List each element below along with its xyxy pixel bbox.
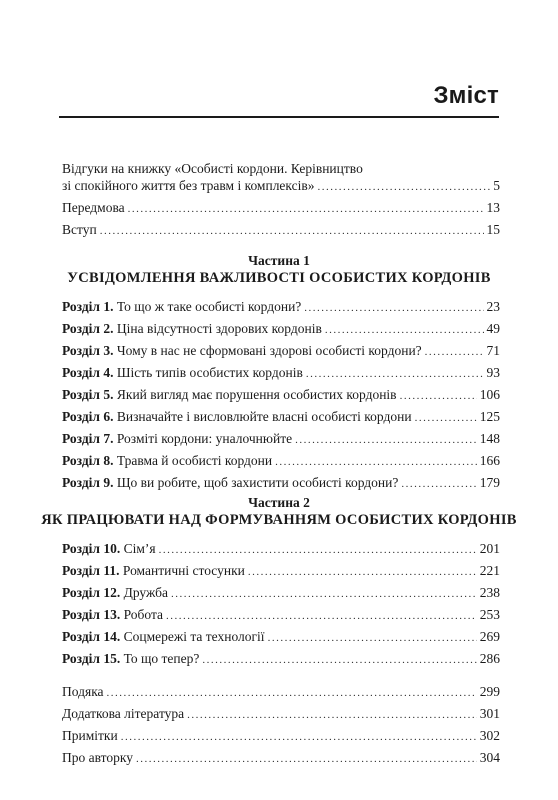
- dot-leader: [202, 652, 476, 669]
- chapter-number: Розділ 15.: [62, 651, 121, 666]
- toc-entry-about-author[interactable]: [62, 749, 500, 768]
- dot-leader: [268, 630, 477, 647]
- dot-leader: [107, 685, 477, 702]
- toc-entry-further-reading[interactable]: [62, 705, 500, 724]
- toc-page-number: 179: [479, 475, 500, 490]
- toc-entry-chapter-5[interactable]: [62, 386, 500, 405]
- toc-entry-label: Подяка: [62, 684, 104, 699]
- chapter-number: Розділ 9.: [62, 475, 114, 490]
- toc-page-number: 148: [479, 431, 500, 446]
- toc-entry-chapter-14[interactable]: [62, 628, 500, 647]
- chapter-title: Шість типів особистих кордонів: [116, 365, 303, 380]
- chapter-title: Ціна відсутності здорових кордонів: [116, 321, 322, 336]
- toc-entry-chapter-13[interactable]: [62, 606, 500, 625]
- chapter-title: Визначайте і висловлюйте власні особисті кордони: [116, 409, 412, 424]
- chapter-title: Травма й особисті кордони: [116, 453, 273, 468]
- dot-leader: [425, 344, 484, 361]
- toc-entry-label: Вступ: [62, 222, 97, 237]
- toc-page-number: 71: [486, 343, 500, 358]
- chapter-number: Розділ 3.: [62, 343, 114, 358]
- toc-entry-chapter-1[interactable]: [62, 298, 500, 317]
- dot-leader: [415, 410, 477, 427]
- chapter-title: Дружба: [123, 585, 168, 600]
- dot-leader: [166, 608, 477, 625]
- dot-leader: [121, 729, 477, 746]
- toc-entry-notes[interactable]: [62, 727, 500, 746]
- toc-entry-label: Про авторку: [62, 750, 133, 765]
- toc-page-number: 49: [486, 321, 500, 336]
- chapter-number: Розділ 6.: [62, 409, 114, 424]
- toc-entry-chapter-8[interactable]: [62, 452, 500, 471]
- chapter-number: Розділ 14.: [62, 629, 121, 644]
- toc-page-number: 106: [479, 387, 500, 402]
- toc-entry-chapter-12[interactable]: [62, 584, 500, 603]
- toc-entry-chapter-7[interactable]: [62, 430, 500, 449]
- chapter-title: Робота: [123, 607, 164, 622]
- dot-leader: [318, 179, 491, 196]
- toc-entry-chapter-3[interactable]: [62, 342, 500, 361]
- chapter-title: То що тепер?: [123, 651, 200, 666]
- dot-leader: [306, 366, 484, 383]
- toc-page-number: 304: [479, 750, 500, 765]
- toc-title: Зміст: [433, 82, 499, 109]
- chapter-number: Розділ 5.: [62, 387, 114, 402]
- toc-page-number: 166: [479, 453, 500, 468]
- toc-page-number: 5: [493, 178, 500, 193]
- dot-leader: [304, 300, 483, 317]
- chapter-title: Сім’я: [123, 541, 156, 556]
- chapter-title: Романтичні стосунки: [122, 563, 245, 578]
- toc-page-number: 302: [479, 728, 500, 743]
- toc-page-number: 269: [479, 629, 500, 644]
- toc-page-number: 253: [479, 607, 500, 622]
- toc-entry-chapter-9[interactable]: [62, 474, 500, 493]
- dot-leader: [325, 322, 484, 339]
- dot-leader: [187, 707, 477, 724]
- toc-page-number: 93: [486, 365, 500, 380]
- toc-entry-label: Відгуки на книжку «Особисті кордони. Керівництво: [62, 161, 363, 176]
- toc-page-number: 15: [486, 222, 500, 237]
- part-2-title: ЯК ПРАЦЮВАТИ НАД ФОРМУВАННЯМ ОСОБИСТИХ КОРДОНІВ: [41, 512, 517, 528]
- toc-entry-chapter-15[interactable]: [62, 650, 500, 669]
- toc-page-number: 221: [479, 563, 500, 578]
- part-1-label: Частина 1: [248, 253, 310, 268]
- chapter-title: То що ж таке особисті кордони?: [116, 299, 302, 314]
- toc-page-number: 301: [479, 706, 500, 721]
- dot-leader: [128, 201, 484, 218]
- toc-entry-reviews-line2[interactable]: [62, 177, 500, 196]
- chapter-number: Розділ 8.: [62, 453, 114, 468]
- chapter-number: Розділ 11.: [62, 563, 120, 578]
- chapter-title: Який вигляд має порушення особистих кордонів: [116, 387, 397, 402]
- chapter-title: Соцмережі та технології: [123, 629, 265, 644]
- chapter-title: Чому в нас не сформовані здорові особисті кордони?: [116, 343, 422, 358]
- toc-entry-preface[interactable]: [62, 199, 500, 218]
- toc-entry-label: Додаткова література: [62, 706, 185, 721]
- chapter-number: Розділ 7.: [62, 431, 114, 446]
- toc-page-number: 23: [486, 299, 500, 314]
- toc-page-number: 238: [479, 585, 500, 600]
- chapter-number: Розділ 13.: [62, 607, 121, 622]
- toc-entry-label: Примітки: [62, 728, 118, 743]
- chapter-number: Розділ 2.: [62, 321, 114, 336]
- chapter-number: Розділ 10.: [62, 541, 121, 556]
- toc-page-number: 286: [479, 651, 500, 666]
- toc-page-number: 201: [479, 541, 500, 556]
- toc-entry-acknowledgements[interactable]: [62, 683, 500, 702]
- dot-leader: [295, 432, 477, 449]
- toc-entry-label: зі спокійного життя без травм і комплексів»: [62, 178, 315, 193]
- toc-page-number: 125: [479, 409, 500, 424]
- part-2-label: Частина 2: [248, 495, 310, 510]
- dot-leader: [136, 751, 477, 768]
- dot-leader: [275, 454, 477, 471]
- title-rule: [59, 116, 499, 118]
- toc-entry-reviews[interactable]: [62, 160, 500, 177]
- chapter-number: Розділ 1.: [62, 299, 114, 314]
- dot-leader: [159, 542, 477, 559]
- toc-entry-intro[interactable]: [62, 221, 500, 240]
- dot-leader: [248, 564, 477, 581]
- chapter-number: Розділ 4.: [62, 365, 114, 380]
- toc-entry-label: Передмова: [62, 200, 125, 215]
- dot-leader: [400, 388, 477, 405]
- chapter-title: Що ви робите, щоб захистити особисті кордони?: [116, 475, 399, 490]
- part-1-title: УСВІДОМЛЕННЯ ВАЖЛИВОСТІ ОСОБИСТИХ КОРДОНІВ: [67, 270, 491, 286]
- dot-leader: [401, 476, 476, 493]
- chapter-number: Розділ 12.: [62, 585, 121, 600]
- toc-entry-chapter-6[interactable]: [62, 408, 500, 427]
- toc-entry-chapter-11[interactable]: [62, 562, 500, 581]
- toc-page-number: 13: [486, 200, 500, 215]
- toc-page-number: 299: [479, 684, 500, 699]
- dot-leader: [171, 586, 477, 603]
- chapter-title: Розміті кордони: уналочнюйте: [116, 431, 293, 446]
- dot-leader: [100, 223, 484, 240]
- toc-entry-chapter-2[interactable]: [62, 320, 500, 339]
- toc-entry-chapter-10[interactable]: [62, 540, 500, 559]
- toc-entry-chapter-4[interactable]: [62, 364, 500, 383]
